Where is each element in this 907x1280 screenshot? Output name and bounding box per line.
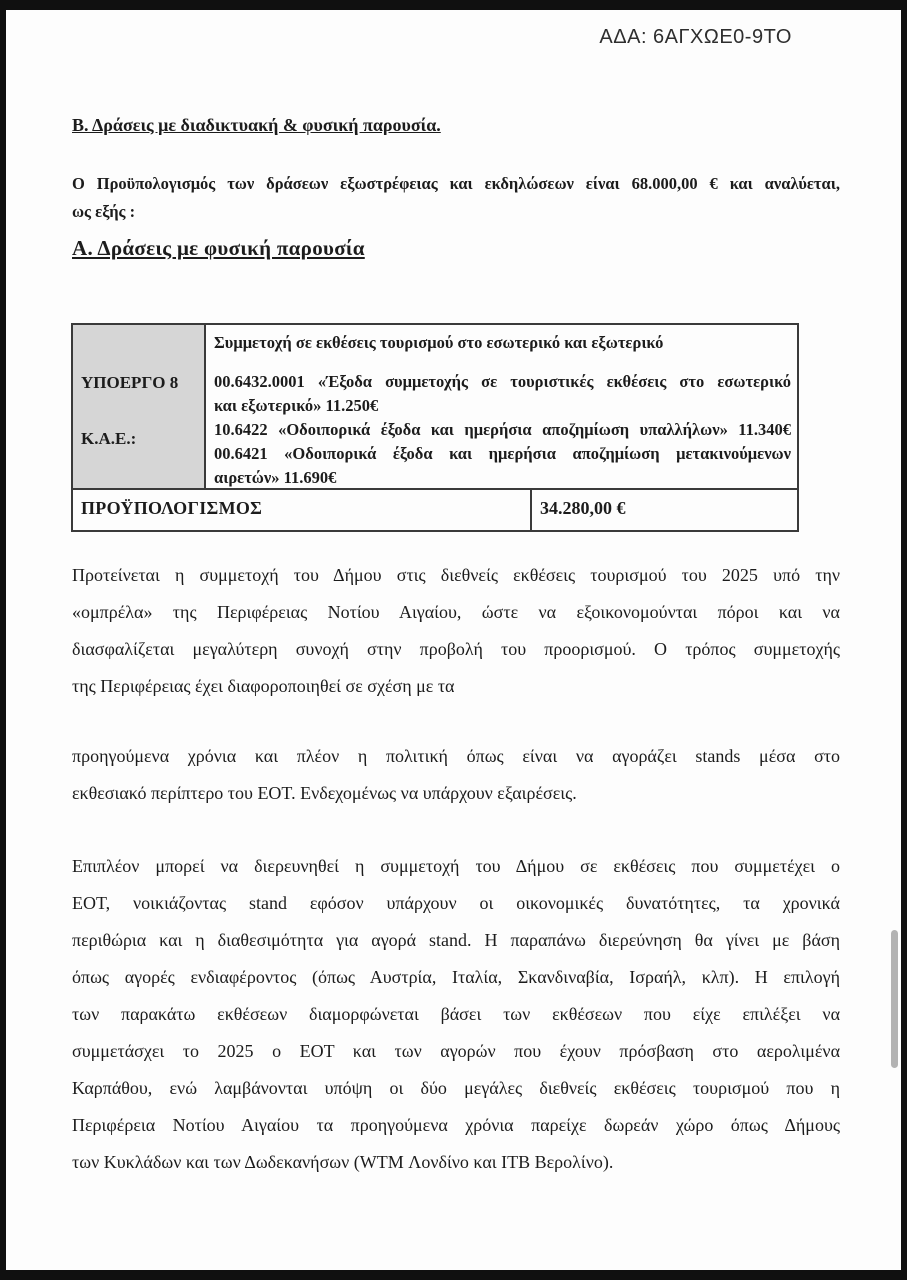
subproject-label: ΥΠΟΕΡΓΟ 8 [81,373,179,392]
paragraph-2 [72,738,840,812]
text-line: εκθεσιακό περίπτερο του ΕΟΤ. Ενδεχομένως να υπάρχουν εξαιρέσεις. [72,783,577,803]
intro-paragraph [72,170,840,226]
budget-label: ΠΡΟΫΠΟΛΟΓΙΣΜΟΣ [73,490,532,530]
text-line: της Περιφέρειας έχει διαφοροποιηθεί σε σχέση με τα [72,676,455,696]
scrollbar-thumb[interactable] [891,930,898,1068]
text-line: ΕΟΤ, νοικιάζοντας stand εφόσον υπάρχουν οι οικονομικές δυνατότητες, τα χρονικά [72,893,840,913]
budget-value: 34.280,00 € [540,498,626,518]
table-entry-line: αιρετών» 11.690€ [214,468,337,487]
text-line: προηγούμενα χρόνια και πλέον η πολιτική όπως είναι να αγοράζει stands μέσα στο [72,746,840,766]
section-b-heading: Β. Δράσεις με διαδικτυακή & φυσική παρουσία. [72,115,441,135]
paragraph-3 [72,848,840,1181]
table-entry-line: 00.6421 «Οδοιπορικά έξοδα και ημερήσια αποζημίωση μετακινούμενων [214,444,791,463]
text-line: περιθώρια και η διαθεσιμότητα για αγορά stand. Η παραπάνω διερεύνηση θα γίνει με βάση [72,930,840,950]
text-line: Καρπάθου, ενώ λαμβάνονται υπόψη οι δύο μεγάλες διεθνείς εκθέσεις τουρισμού που η [72,1078,840,1098]
text-line: ως εξής : [72,202,136,221]
text-line: «ομπρέλα» της Περιφέρειας Νοτίου Αιγαίου, ώστε να εξοικονομούνται πόροι και να [72,602,840,622]
text-line: των παρακάτω εκθέσεων διαμορφώνεται βάσει των εκθέσεων που είχε επιλέξει να [72,1004,840,1024]
ada-code: ΑΔΑ: 6ΑΓΧΩΕ0-9ΤΟ [599,26,792,48]
budget-table-label-cell [73,325,206,488]
paragraph-1 [72,557,840,705]
text-line: όπως αγορές ενδιαφέροντος (όπως Αυστρία, Ιταλία, Σκανδιναβία, Ισραήλ, κλπ). Η επιλογή [72,967,840,987]
document-page [6,10,901,1270]
kae-label: Κ.Α.Ε.: [81,429,137,448]
table-title: Συμμετοχή σε εκθέσεις τουρισμού στο εσωτερικό και εξωτερικό [214,333,664,352]
text-line: συμμετάσχει το 2025 ο ΕΟΤ και των αγορών που έχουν πρόσβαση στο αερολιμένα [72,1041,840,1061]
text-line: διασφαλίζεται μεγαλύτερη συνοχή στην προβολή του προορισμού. Ο τρόπος συμμετοχής [72,639,840,659]
section-a-heading: Α. Δράσεις με φυσική παρουσία [72,236,365,260]
budget-table [71,323,799,532]
text-line: Ο Προϋπολογισμός των δράσεων εξωστρέφειας και εκδηλώσεων είναι 68.000,00 € και αναλύεται, [72,174,840,193]
budget-table-row-total [73,488,797,530]
table-entry-line: και εξωτερικό» 11.250€ [214,396,379,415]
budget-table-row-subproject [73,325,797,488]
text-line: Προτείνεται η συμμετοχή του Δήμου στις διεθνείς εκθέσεις τουρισμού του 2025 υπό την [72,565,840,585]
table-entry-line: 00.6432.0001 «Έξοδα συμμετοχής σε τουριστικές εκθέσεις στο εσωτερικό [214,372,791,391]
table-entry-line: 10.6422 «Οδοιπορικά έξοδα και ημερήσια αποζημίωση υπαλλήλων» 11.340€ [214,420,791,439]
text-line: Επιπλέον μπορεί να διερευνηθεί η συμμετοχή του Δήμου σε εκθέσεις που συμμετέχει ο [72,856,840,876]
text-line: Περιφέρεια Νοτίου Αιγαίου τα προηγούμενα χρόνια παρείχε δωρεάν χώρο όπως Δήμους [72,1115,840,1135]
text-line: των Κυκλάδων και των Δωδεκανήσων (WTM Λονδίνο και ITB Βερολίνο). [72,1152,614,1172]
budget-table-content-cell [206,325,797,488]
